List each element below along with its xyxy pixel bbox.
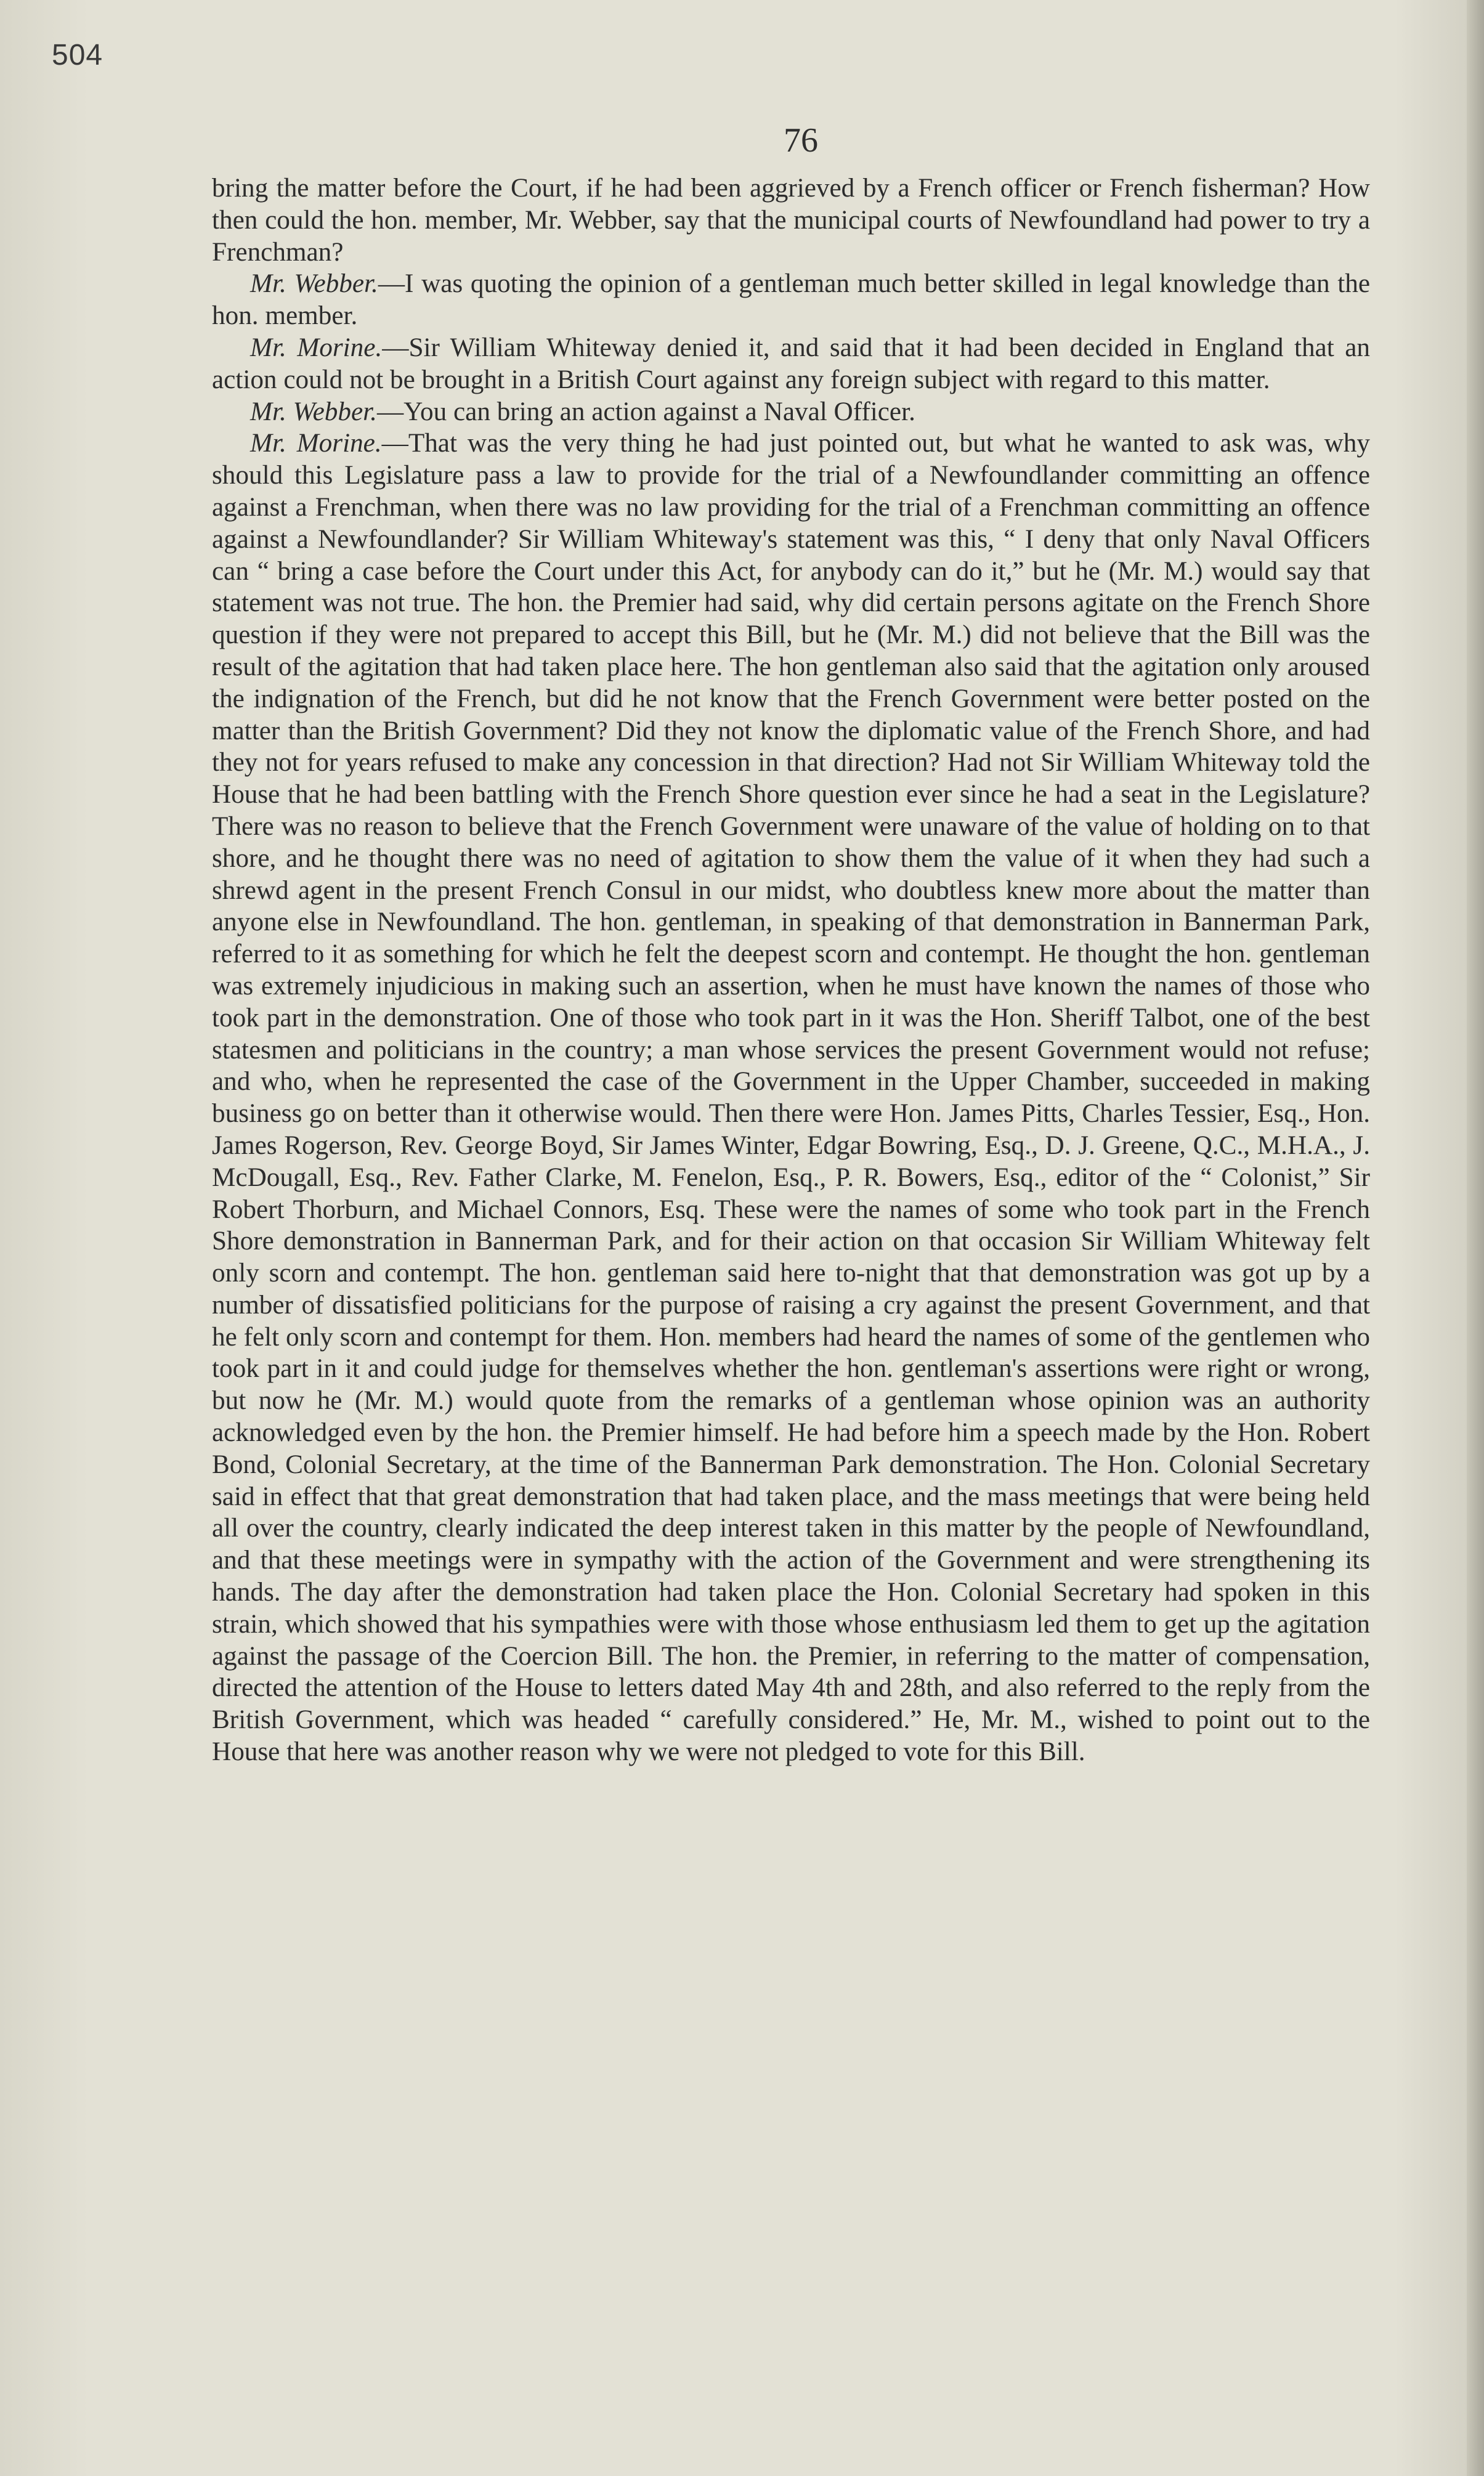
paragraph-4 xyxy=(212,428,1370,1768)
paragraph-text: —I was quoting the opinion of a gentleman much better skilled in legal knowledge than the hon. member. xyxy=(212,269,1370,331)
paragraph-0 xyxy=(212,173,1370,268)
archive-page-number: 504 xyxy=(52,39,103,71)
paragraph-text: —That was the very thing he had just pointed out, but what he wanted to ask was, why should this Legislature pass a law to provide for the trial of a Newfoundlander committing an offence against a Frenchman, when there was no law providing for the trial of a Frenchman committing an offence against a Newfoundlander? Sir William Whiteway's statement was this, “ I deny that only Naval Officers can “ bring a case before the Court under this Act, for anybody can do it,” but he (Mr. M.) would say that statement was not true. The hon. the Premier had said, why did certain persons agitate on the French Shore question if they were not prepared to accept this Bill, but he (Mr. M.) did not believe that the Bill was the result of the agitation that had taken place here. The hon gentleman also said that the agitation only aroused the indignation of the French, but did he not know that the French Government were better posted on the matter than the British Government? Did they not know the diplomatic value of the French Shore, and had they not for years refused to make any concession in that direction? Had not Sir William Whiteway told the House that he had been battling with the French Shore question ever since he had a seat in the Legislature? There was no reason to believe that the French Government were unaware of the value of holding on to that shore, and he thought there was no need of agitation to show them the value of it when they had such a shrewd agent in the present French Consul in our midst, who doubtless knew more about the matter than anyone else in Newfoundland. The hon. gentleman, in speaking of that demonstration in Bannerman Park, referred to it as something for which he felt the deepest scorn and contempt. He thought the hon. gentleman was extremely injudicious in making such an assertion, when he must have known the names of those who took part in the demonstration. One of those who took part in it was the Hon. Sheriff Talbot, one of the best statesmen and politicians in the country; a man whose services the present Government would not refuse; and who, when he represented the case of the Government in the Upper Chamber, succeeded in making business go on better than it otherwise would. Then there were Hon. James Pitts, Charles Tessier, Esq., Hon. James Rogerson, Rev. George Boyd, Sir James Winter, Edgar Bowring, Esq., D. J. Greene, Q.C., M.H.A., J. McDougall, Esq., Rev. Father Clarke, M. Fenelon, Esq., P. R. Bowers, Esq., editor of the “ Colonist,” Sir Robert Thorburn, and Michael Connors, Esq. These were the names of some who took part in the French Shore demonstration in Bannerman Park, and for their action on that occasion Sir William Whiteway felt only scorn and contempt. The hon. gentleman said here to-night that that demonstration was got up by a number of dissatisfied politicians for the purpose of raising a cry against the present Government, and that he felt only scorn and contempt for them. Hon. members had heard the names of some of the gentlemen who took part in it and could judge for themselves whether the hon. gentleman's assertions were right or wrong, but now he (Mr. M.) would quote from the remarks of a gentleman whose opinion was an authority acknowledged even by the hon. the Premier himself. He had before him a speech made by the Hon. Robert Bond, Colonial Secretary, at the time of the Bannerman Park demonstration. The Hon. Colonial Secretary said in effect that that great demonstration that had taken place, and the mass meetings that were being held all over the country, clearly indicated the deep interest taken in this matter by the people of Newfoundland, and that these meetings were in sympathy with the action of the Government and were strengthening its hands. The day after the demonstration had taken place the Hon. Colonial Secretary had spoken in this strain, which showed that his sympathies were with those whose enthusiasm led them to get up the agitation against the passage of the Coercion Bill. The hon. the Premier, in referring to the matter of compensation, directed the attention of the House to letters dated May 4th and 28th, and also referred to the reply from the British Government, which was headed “ carefully considered.” He, Mr. M., wished to point out to the House that here was another reason why we were not pledged to vote for this Bill. xyxy=(212,429,1370,1767)
paragraph-3 xyxy=(212,396,1370,428)
body-text xyxy=(212,173,1370,1768)
paragraph-text: —Sir William Whiteway denied it, and said that it had been decided in England that an action could not be brought in a British Court against any foreign subject with regard to this matter. xyxy=(212,333,1371,394)
speaker-name: Mr. Webber. xyxy=(250,397,377,426)
paragraph-text: bring the matter before the Court, if he had been aggrieved by a French officer or French fisherman? How then could the hon. member, Mr. Webber, say that the municipal courts of Newfoundland had power to try a Frenchman? xyxy=(212,174,1370,267)
paragraph-2 xyxy=(212,332,1370,396)
page-number: 76 xyxy=(784,121,818,160)
page-edge-shadow xyxy=(1467,0,1484,2476)
speaker-name: Mr. Webber. xyxy=(250,269,378,299)
paragraph-1 xyxy=(212,268,1370,332)
speaker-name: Mr. Morine. xyxy=(250,333,383,362)
speaker-name: Mr. Morine. xyxy=(250,429,382,458)
paragraph-text: —You can bring an action against a Naval Officer. xyxy=(376,397,915,426)
